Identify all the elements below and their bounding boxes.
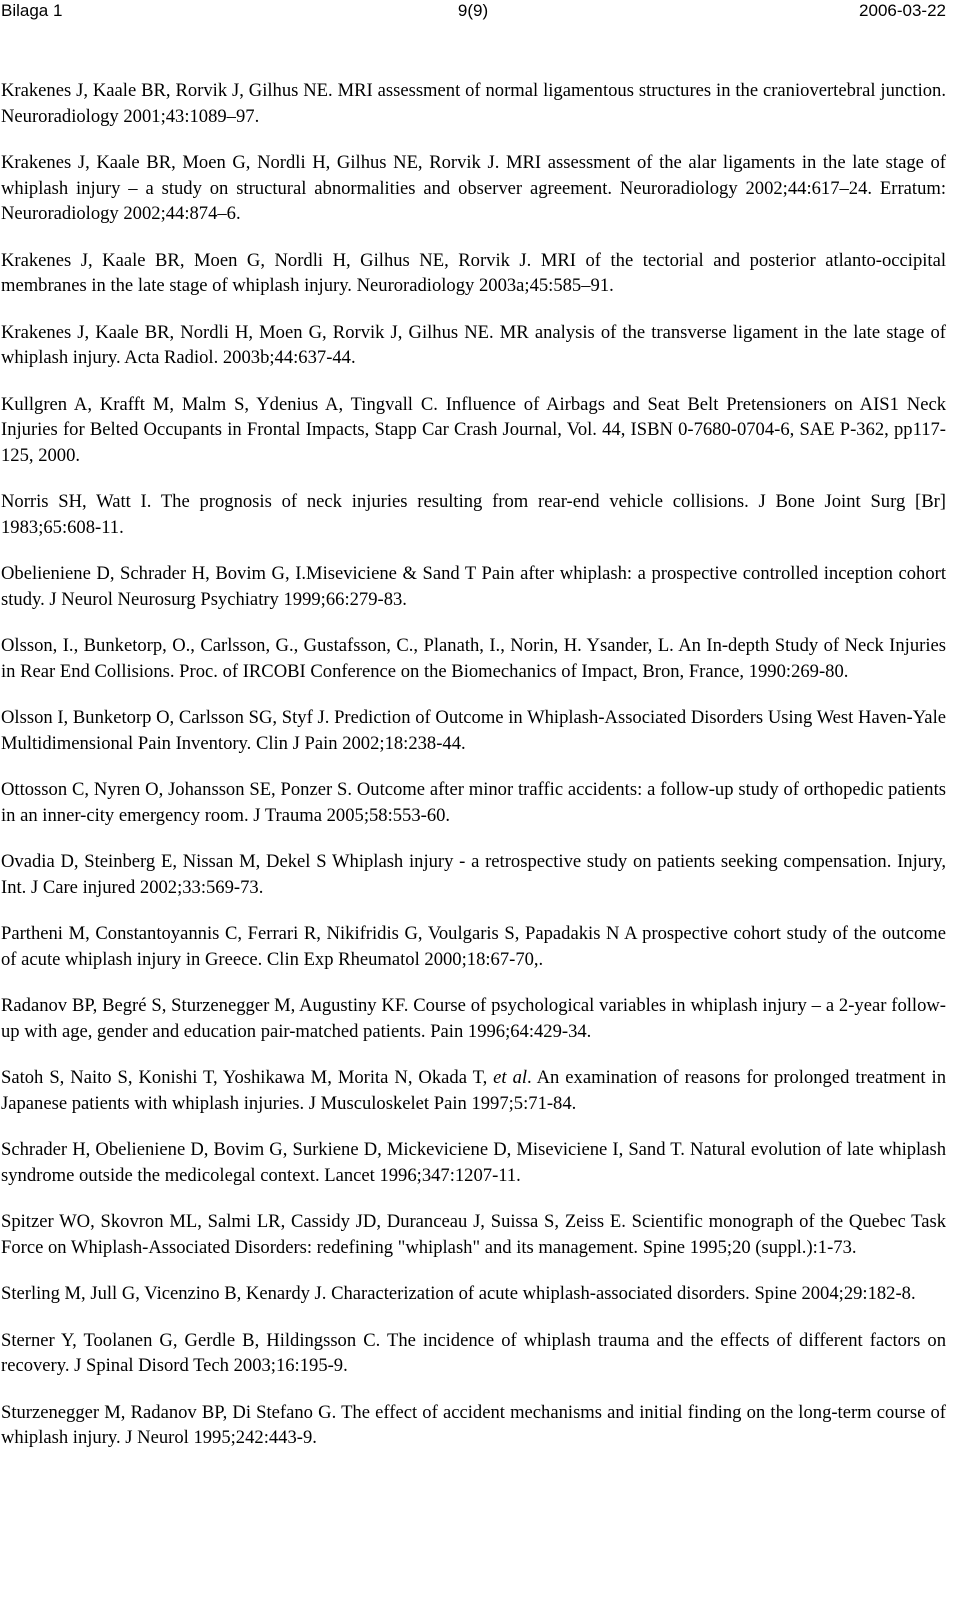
reference-item [1, 1328, 946, 1379]
reference-authors: Partheni M, Constantoyannis C, Ferrari R, Nikifridis G, Voulgaris S, Papadakis N [1, 923, 620, 944]
reference-details: Characterization of acute whiplash-associated disorders. Spine 2004;29:182-8. [326, 1283, 916, 1304]
reference-authors: Sterling M, Jull G, Vicenzino B, Kenardy J. [1, 1283, 327, 1304]
reference-details: MRI assessment of normal ligamentous structures in the craniovertebral junction. Neuroradiology 2001;43:1089–97. [1, 80, 946, 127]
reference-authors: Radanov BP, Begré S, Sturzenegger M, Augustiny KF. [1, 995, 409, 1016]
reference-details: Pain after whiplash: a prospective controlled inception cohort study. J Neurol Neurosurg Psychiatry 1999;66:279-83. [1, 563, 946, 610]
reference-authors: Sturzenegger M, Radanov BP, Di Stefano G. [1, 1401, 337, 1423]
reference-authors: Ovadia D, Steinberg E, Nissan M, Dekel S [1, 851, 327, 872]
page-header [0, 0, 946, 24]
header-date: 2006-03-22 [859, 1, 946, 20]
reference-authors: Spitzer WO, Skovron ML, Salmi LR, Cassidy JD, Duranceau J, Suissa S, Zeiss E. [1, 1211, 626, 1232]
header-page-number: 9(9) [457, 1, 489, 20]
reference-authors: Olsson I, Bunketorp O, Carlsson SG, Styf J. [1, 707, 330, 728]
reference-authors: Krakenes J, Kaale BR, Moen G, Nordli H, Gilhus NE, Rorvik J. [1, 249, 532, 271]
reference-details: Outcome after minor traffic accidents: a follow-up study of orthopedic patients in an inner-city emergency room. J Trauma 2005;58:553-60. [1, 779, 947, 826]
reference-authors: Schrader H, Obelieniene D, Bovim G, Surkiene D, Mickeviciene D, Miseviciene I, Sand T. [1, 1139, 685, 1160]
reference-authors: Ottosson C, Nyren O, Johansson SE, Ponzer S. [1, 779, 353, 800]
reference-item [1, 320, 946, 371]
reference-item [1, 1400, 946, 1451]
reference-details: The incidence of whiplash trauma and the effects of different factors on recovery. J Spinal Disord Tech 2003;16:195-9. [1, 1329, 946, 1376]
reference-item [1, 1137, 946, 1188]
reference-etal: et al [487, 1067, 528, 1088]
reference-item [1, 78, 946, 129]
reference-details: Course of psychological variables in whiplash injury – a 2-year follow-up with age, gender and education pair-matched patients. Pain 1996;64:429-34. [1, 995, 946, 1042]
reference-details: MRI assessment of the alar ligaments in the late stage of whiplash injury – a study on structural abnormalities and observer agreement. Neuroradiology 2002;44:617–24. Erratum: Neuroradiology 2002;44:874–6. [1, 152, 946, 224]
reference-authors: Satoh S, Naito S, Konishi T, Yoshikawa M, Morita N, Okada T, [1, 1067, 488, 1088]
reference-authors: Krakenes J, Kaale BR, Rorvik J, Gilhus NE. [1, 80, 333, 101]
reference-item [1, 777, 946, 828]
reference-authors: Krakenes J, Kaale BR, Nordli H, Moen G, Rorvik J, Gilhus NE. [1, 321, 494, 343]
reference-details: Prediction of Outcome in Whiplash-Associated Disorders Using West Haven-Yale Multidimensional Pain Inventory. Clin J Pain 2002;18:238-44. [1, 707, 946, 754]
reference-details: A prospective cohort study of the outcome of acute whiplash injury in Greece. Clin Exp Rheumatol 2000;18:67-70,. [1, 923, 946, 970]
reference-authors: Norris SH, Watt I. [1, 491, 152, 512]
reference-details: An In-depth Study of Neck Injuries in Rear End Collisions. Proc. of IRCOBI Conference on the Biomechanics of Impact, Bron, France, 1990:269-80. [1, 635, 946, 682]
header-attachment-label: Bilaga 1 [1, 1, 63, 20]
reference-details: The effect of accident mechanisms and initial finding on the long-term course of whiplash injury. J Neurol 1995;242:443-9. [1, 1401, 946, 1448]
reference-authors: Sterner Y, Toolanen G, Gerdle B, Hildingsson C. [1, 1329, 381, 1351]
reference-list [1, 78, 946, 1472]
reference-item [1, 150, 946, 227]
reference-details: Natural evolution of late whiplash syndrome outside the medicolegal context. Lancet 1996;347:1207-11. [1, 1139, 946, 1186]
reference-details: Whiplash injury - a retrospective study on patients seeking compensation. Injury, Int. J Care injured 2002;33:569-73. [1, 851, 946, 898]
reference-item [1, 633, 946, 684]
reference-authors: Krakenes J, Kaale BR, Moen G, Nordli H, Gilhus NE, Rorvik J. [1, 152, 500, 173]
reference-authors: Kullgren A, Krafft M, Malm S, Ydenius A, Tingvall C. [1, 393, 438, 415]
reference-details: MRI of the tectorial and posterior atlanto-occipital membranes in the late stage of whiplash injury. Neuroradiology 2003a;45:585–91. [1, 249, 946, 296]
reference-details: Influence of Airbags and Seat Belt Pretensioners on AIS1 Neck Injuries for Belted Occupants in Frontal Impacts, Stapp Car Crash Journal, Vol. 44, ISBN 0-7680-0704-6, SAE P-362, pp117-125, 2000. [1, 393, 946, 466]
reference-item [1, 248, 946, 299]
reference-item [1, 1281, 946, 1307]
reference-item [1, 392, 946, 469]
reference-item [1, 849, 946, 900]
reference-details: . An examination of reasons for prolonged treatment in Japanese patients with whiplash injuries. J Musculoskelet Pain 1997;5:71-84. [1, 1067, 946, 1114]
reference-item [1, 993, 946, 1044]
reference-item [1, 1065, 946, 1116]
reference-details: The prognosis of neck injuries resulting from rear-end vehicle collisions. J Bone Joint Surg [Br] 1983;65:608-11. [1, 491, 946, 538]
reference-item [1, 561, 946, 612]
reference-item [1, 1209, 946, 1260]
reference-details: Scientific monograph of the Quebec Task Force on Whiplash-Associated Disorders: redefining "whiplash" and its management. Spine 1995;20 (suppl.):1-73. [1, 1211, 946, 1258]
reference-authors: Obelieniene D, Schrader H, Bovim G, I.Miseviciene & Sand T [1, 563, 476, 584]
reference-details: MR analysis of the transverse ligament in the late stage of whiplash injury. Acta Radiol. 2003b;44:637-44. [1, 321, 946, 368]
reference-item [1, 921, 946, 972]
reference-item [1, 489, 946, 540]
reference-authors: Olsson, I., Bunketorp, O., Carlsson, G., Gustafsson, C., Planath, I., Norin, H. Ysander, L. [1, 635, 674, 656]
reference-item [1, 705, 946, 756]
